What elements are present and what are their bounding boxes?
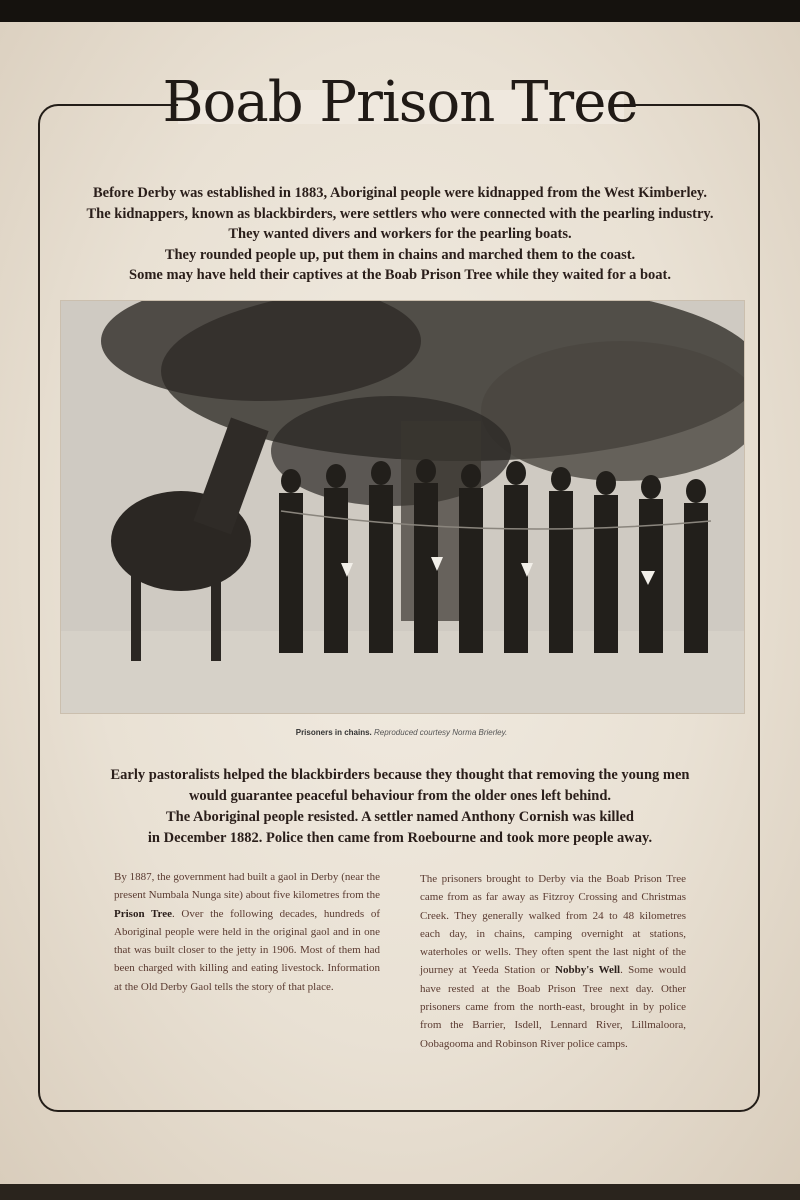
top-edge bbox=[0, 0, 800, 22]
intro-line: Some may have held their captives at the Boab Prison Tree while they waited for a boat. bbox=[129, 267, 671, 283]
intro-text bbox=[60, 183, 740, 286]
caption-text: Prisoners in chains. bbox=[295, 728, 372, 737]
prison-tree-highlight: Prison Tree bbox=[114, 907, 172, 920]
intro-line: Before Derby was established in 1883, Aboriginal people were kidnapped from the West Kimberley. bbox=[93, 185, 707, 201]
bottom-edge bbox=[0, 1184, 800, 1200]
middle-text bbox=[60, 765, 740, 849]
nobbys-well-highlight: Nobby's Well bbox=[555, 964, 621, 977]
right-text-part: . Some would have rested at the Boab Prison Tree next day. Other prisoners came from the north-east, brought in by police from the Barrier, Isdell, Lennard River, Lillmaloora, Oobagooma and Robinson River police camps. bbox=[420, 964, 686, 1050]
prisoners-illustration bbox=[61, 301, 744, 713]
middle-line: The Aboriginal people resisted. A settler named Anthony Cornish was killed bbox=[166, 809, 634, 825]
left-text-part: . Over the following decades, hundreds of Aboriginal people were held in the original gaol and in one that was built closer to the jetty in 1906. Most of them had been charged with killing and eating livestock. Information at the Old Derby Gaol tells the story of that place. bbox=[114, 907, 380, 993]
intro-line: The kidnappers, known as blackbirders, were settlers who were connected with the pearling industry. bbox=[86, 205, 714, 222]
middle-line: Early pastoralists helped the blackbirders because they thought that removing the young men bbox=[110, 767, 690, 783]
middle-line: in December 1882. Police then came from Roebourne and took more people away. bbox=[147, 830, 653, 846]
left-column-text bbox=[114, 868, 380, 996]
page-title: Boab Prison Tree bbox=[162, 70, 638, 135]
right-column-text bbox=[420, 870, 686, 1053]
left-text-part: By 1887, the government had built a gaol in Derby (near the present Numbala Nunga site) about five kilometres from the bbox=[114, 871, 380, 902]
photo-caption bbox=[60, 728, 743, 737]
right-text-part: The prisoners brought to Derby via the Boab Prison Tree came from as far away as Fitzroy Crossing and Christmas Creek. They generally walked from 24 to 48 kilometres each day, in chains, camping overnight at stations, waterholes or wells. They often spent the last night of the journey at Yeeda Station or bbox=[420, 873, 686, 977]
intro-line: They rounded people up, put them in chains and marched them to the coast. bbox=[164, 246, 636, 263]
intro-line: They wanted divers and workers for the pearling boats. bbox=[228, 226, 572, 242]
historic-photo bbox=[60, 300, 745, 714]
caption-credit: Reproduced courtesy Norma Brierley. bbox=[374, 728, 508, 737]
middle-line: would guarantee peaceful behaviour from the older ones left behind. bbox=[188, 788, 612, 804]
